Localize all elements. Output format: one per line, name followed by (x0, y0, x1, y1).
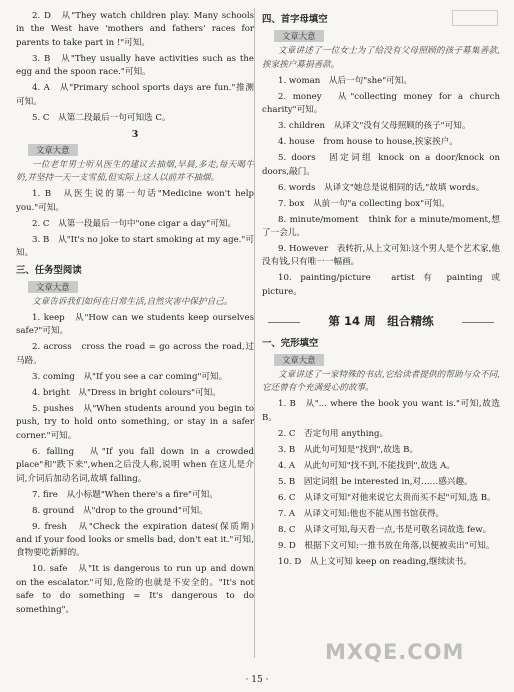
summary-tag: 文章大意 (28, 281, 78, 293)
answer-item: 7. fire 从小标题"When there's a fire"可知。 (32, 489, 218, 500)
answer-item: 2. C 否定句用 anything。 (278, 428, 389, 439)
article-summary: 文章告诉我们如何在日常生活,自然灾害中保护自己。 (32, 297, 233, 308)
section-heading: 四、首字母填空 (262, 14, 328, 25)
column-divider (254, 8, 255, 658)
answer-item: 3. coming 从"If you see a car coming"可知。 (32, 371, 228, 382)
answer-item: 5. pushes 从"When students around you begin to push, try to hold onto something, or stay in a safer corner."可知。 (16, 403, 254, 441)
article-summary: 文章讲述了一位女士为了给没有父母照顾的孩子募集善款,挨家挨户募捐善款。 (262, 46, 500, 70)
answer-item: 2. D 从"They watch children play. Many schools in the West have 'mothers and fathers' races for parents to take part in !"可知。 (16, 11, 254, 48)
answer-item: 8. C 从译文可知,每天看一点,书是可敬名词故选 few。 (278, 524, 492, 535)
answer-item: 9. D 根据下文可知:一推书放在角落,以便被卖出"可知。 (278, 540, 495, 551)
answer-item: 5. C 从第二段最后一句可知选 C。 (32, 112, 171, 123)
answer-item: 1. B 从"... where the book you want is."可知,故选 B。 (262, 399, 500, 423)
answer-item: 9. fresh 从"Check the expiration dates(保质期) and if your food looks or smells bad, don't eat it."可知,食物要吃新鲜的。 (16, 521, 254, 559)
answer-item: 4. A 从此句可知"找不到,不能找到",故选 A。 (278, 460, 455, 471)
answer-item: 2. C 从第一段最后一句中"one cigar a day"可知。 (32, 218, 237, 229)
answer-item: 3. B 从"It's no joke to start smoking at my age."可知。 (16, 234, 254, 259)
section-number: 3 (131, 128, 139, 140)
answer-item: 10. D 从上文可知 keep on reading,继续读书。 (278, 556, 472, 567)
answer-item: 6. falling 从"If you fall down in a crowded place"和"跌下来",when之后没人称,说明 when 在这儿是介词,介词后加动名词,故填 falling。 (16, 446, 254, 484)
right-column (262, 10, 500, 572)
answer-item: 7. box 从前一句"a collecting box"可知。 (278, 198, 450, 209)
answer-item: 8. minute/moment think for a minute/moment,想了一会儿。 (262, 214, 500, 239)
answer-item: 1. woman 从后一句"she"可知。 (278, 75, 412, 86)
section-heading: 一、完形填空 (262, 337, 319, 349)
answer-item: 9. However 表转折,从上文可知:这个男人是个艺术家,他没有钱,只有唯一一幅画。 (262, 244, 500, 268)
answer-item: 10. painting/picture artist 有 painting 或 picture。 (262, 273, 500, 297)
left-column (16, 10, 254, 620)
answer-item: 3. children 从译文"没有父母照顾的孩子"可知。 (278, 121, 471, 132)
answer-item: 2. across cross the road = go across the road,过马路。 (16, 342, 254, 366)
section-heading: 三、任务型阅读 (16, 264, 82, 276)
answer-item: 6. C 从译文可知"对他来说它太贵而买不起"可知,选 B。 (278, 492, 496, 503)
summary-tag: 文章大意 (274, 30, 324, 42)
summary-tag: 文章大意 (28, 144, 78, 156)
watermark-logo: MXQE.COM (325, 640, 465, 664)
week-title: 第 14 周 组合精练 (262, 315, 500, 328)
answer-item: 8. ground 从"drop to the ground"可知。 (32, 505, 208, 516)
answer-item: 4. A 从"Primary school sports days are fun."推测可知。 (16, 83, 254, 107)
answer-item: 1. keep 从"How can we students keep ourselves safe?"可知。 (16, 313, 254, 337)
answer-item: 5. B 固定词组 be interested in,对……感兴趣。 (278, 476, 473, 487)
answer-item: 3. B 从此句可知是"找到",故选 B。 (278, 444, 419, 455)
answer-item: 7. A 从译文可知:他也不能从图书馆获得。 (278, 508, 445, 519)
answer-item: 4. bright 从"Dress in bright colours"可知。 (32, 387, 221, 398)
answer-item: 3. B 从"They usually have activities such as the egg and the spoon race."可知。 (16, 53, 254, 78)
article-summary: 文章讲述了一家特殊的书店,它给读者提供的帮助与众不同,它还曾有个充满爱心的故事。 (262, 370, 500, 394)
answer-item: 2. money 从"collecting money for a church charity"可知。 (262, 91, 500, 116)
answer-item: 6. words 从译文"她总是说相同的话,"故填 words。 (278, 182, 485, 193)
article-summary: 一位老年男士听从医生的建议去抽烟,早晨,多走,每天喝牛奶,并坚持一天一支雪茄,但实际上这人以前并不抽烟。 (16, 160, 254, 184)
answer-item: 4. house from house to house,挨家挨户。 (278, 137, 458, 148)
answer-item: 10. safe 从"It is dangerous to run up and down on the escalator."可知,危险的也就是不安全的。"It's not safe to do something = It's dangerous to do something"。 (16, 564, 254, 615)
answer-item: 1. B 从医生说的第一句话"Medicine won't help you."可知。 (16, 189, 254, 213)
answer-item: 5. doors 固定词组 knock on a door/knock on doors,敲门。 (262, 153, 500, 177)
page-number: · 15 · (245, 675, 269, 685)
summary-tag: 文章大意 (274, 354, 324, 366)
